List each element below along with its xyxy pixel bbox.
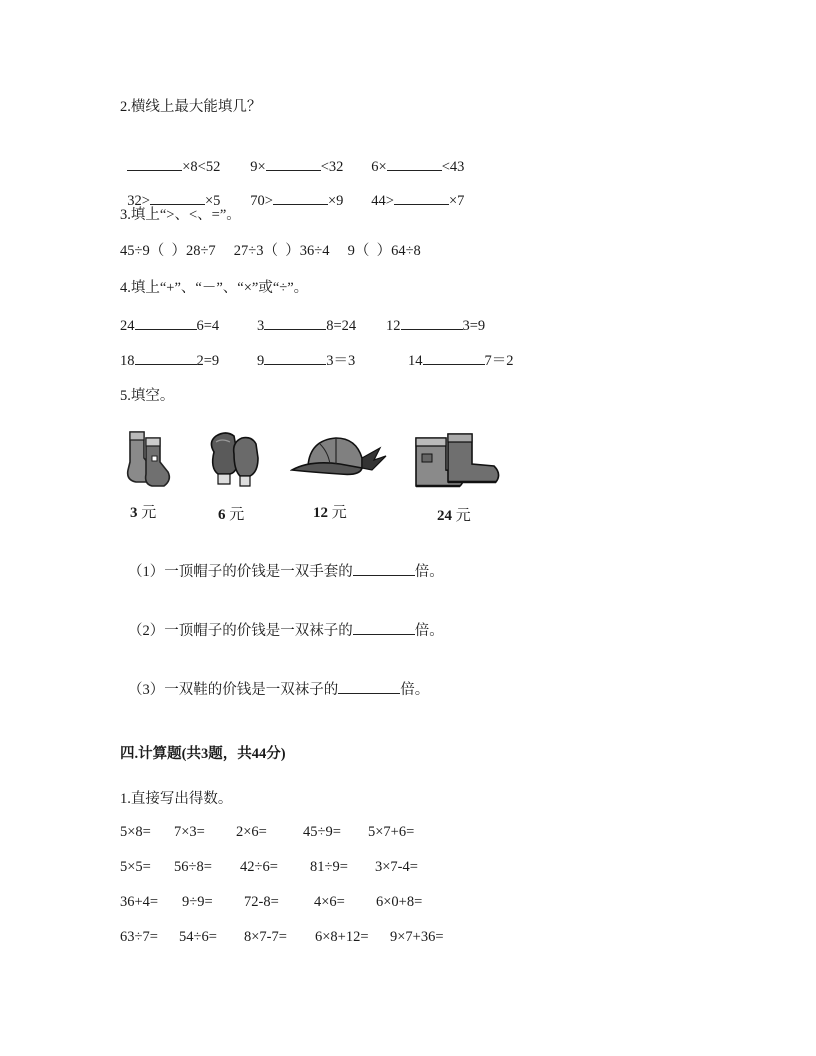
calc-item: 54÷6= bbox=[179, 929, 217, 945]
calc-item: 9÷9= bbox=[182, 894, 213, 910]
operand: 18 bbox=[120, 353, 135, 369]
expression-text: <43 bbox=[441, 159, 465, 175]
expression-text: 9× bbox=[250, 159, 266, 175]
answer-blank[interactable] bbox=[266, 156, 321, 171]
calc-item: 81÷9= bbox=[310, 859, 348, 875]
calc-item: 6×0+8= bbox=[376, 894, 423, 910]
sub-question-text: （3）一双鞋的价钱是一双袜子的 bbox=[128, 682, 339, 698]
expression-text: 70> bbox=[250, 193, 273, 209]
sub-question-suffix: 倍。 bbox=[414, 623, 444, 639]
q5-sub-2 bbox=[128, 620, 444, 641]
sub-question-suffix: 倍。 bbox=[414, 564, 444, 580]
q2-row-2-item-3 bbox=[364, 170, 464, 211]
boots-price: 24 元 bbox=[437, 508, 471, 524]
q4-row-2-item-2 bbox=[257, 350, 355, 371]
answer-blank[interactable] bbox=[394, 190, 449, 205]
expression-text: <32 bbox=[320, 159, 344, 175]
q4-row-1-item-3 bbox=[386, 315, 485, 336]
answer-blank[interactable] bbox=[387, 156, 442, 171]
gloves-price: 6 元 bbox=[218, 507, 245, 523]
operand: 12 bbox=[386, 318, 401, 334]
socks-icon bbox=[122, 428, 176, 490]
expression-text: ×5 bbox=[204, 193, 221, 209]
operator-blank[interactable] bbox=[135, 350, 197, 365]
gloves-icon bbox=[204, 428, 266, 490]
cap-price: 12 元 bbox=[313, 505, 347, 521]
calc-item: 7×3= bbox=[174, 824, 205, 840]
operator-blank[interactable] bbox=[264, 350, 326, 365]
calc-item: 5×8= bbox=[120, 824, 151, 840]
q5-sub-1 bbox=[128, 561, 444, 582]
calc-item: 6×8+12= bbox=[315, 929, 369, 945]
socks-price: 3 元 bbox=[130, 505, 157, 521]
operator-blank[interactable] bbox=[423, 350, 485, 365]
calc-item: 8×7-7= bbox=[244, 929, 287, 945]
expression-text: ×7 bbox=[448, 193, 465, 209]
calc-item: 63÷7= bbox=[120, 929, 158, 945]
calc-item: 5×7+6= bbox=[368, 824, 415, 840]
answer-blank[interactable] bbox=[353, 561, 415, 576]
q2-row-2-item-2 bbox=[243, 170, 343, 211]
operand: 3＝3 bbox=[326, 353, 356, 369]
calc-item: 42÷6= bbox=[240, 859, 278, 875]
q4-row-1-item-1 bbox=[120, 315, 219, 336]
calc-item: 72-8= bbox=[244, 894, 279, 910]
calc-item: 56÷8= bbox=[174, 859, 212, 875]
q2-title: 2.横线上最大能填几？ bbox=[120, 99, 262, 115]
q4-row-2-item-1 bbox=[120, 350, 219, 371]
answer-blank[interactable] bbox=[127, 156, 182, 171]
calc-item: 3×7-4= bbox=[375, 859, 418, 875]
sub-question-text: （1）一顶帽子的价钱是一双手套的 bbox=[128, 564, 353, 580]
q4-title: 4.填上“+”、“－”、“×”或“÷”。 bbox=[120, 280, 309, 296]
q5-title: 5.填空。 bbox=[120, 388, 175, 404]
operand: 2=9 bbox=[196, 353, 220, 369]
sub-question-text: （2）一顶帽子的价钱是一双袜子的 bbox=[128, 623, 353, 639]
expression-text: 32> bbox=[127, 193, 150, 209]
calc-item: 45÷9= bbox=[303, 824, 341, 840]
operand: 9 bbox=[257, 353, 265, 369]
answer-blank[interactable] bbox=[353, 620, 415, 635]
q3-compare-row: 45÷9（ ）28÷7 27÷3（ ）36÷4 9（ ）64÷8 bbox=[120, 243, 421, 259]
q5-sub-3 bbox=[128, 679, 429, 700]
operator-blank[interactable] bbox=[135, 315, 197, 330]
calc-item: 2×6= bbox=[236, 824, 267, 840]
operand: 24 bbox=[120, 318, 135, 334]
operator-blank[interactable] bbox=[264, 315, 326, 330]
q4-row-2-item-3 bbox=[408, 350, 514, 371]
section-heading: 四.计算题(共3题，共44分) bbox=[120, 746, 286, 762]
q3-title: 3.填上“>、<、=”。 bbox=[120, 207, 241, 223]
expression-text: 6× bbox=[371, 159, 387, 175]
expression-text: 44> bbox=[371, 193, 394, 209]
answer-blank[interactable] bbox=[273, 190, 328, 205]
section4-q1-title: 1.直接写出得数。 bbox=[120, 791, 233, 807]
expression-text: ×9 bbox=[327, 193, 344, 209]
calc-item: 5×5= bbox=[120, 859, 151, 875]
expression-text: ×8<52 bbox=[182, 159, 221, 175]
operand: 3 bbox=[257, 318, 265, 334]
calc-item: 9×7+36= bbox=[390, 929, 444, 945]
operand: 14 bbox=[408, 353, 423, 369]
sub-question-suffix: 倍。 bbox=[400, 682, 430, 698]
answer-blank[interactable] bbox=[338, 679, 400, 694]
q4-row-1-item-2 bbox=[257, 315, 356, 336]
boots-icon bbox=[410, 430, 502, 490]
operator-blank[interactable] bbox=[401, 315, 463, 330]
answer-blank[interactable] bbox=[150, 190, 205, 205]
operand: 6=4 bbox=[196, 318, 220, 334]
calc-item: 36+4= bbox=[120, 894, 159, 910]
cap-icon bbox=[290, 434, 388, 486]
operand: 3=9 bbox=[462, 318, 486, 334]
operand: 8=24 bbox=[326, 318, 357, 334]
calc-item: 4×6= bbox=[314, 894, 345, 910]
operand: 7＝2 bbox=[484, 353, 514, 369]
